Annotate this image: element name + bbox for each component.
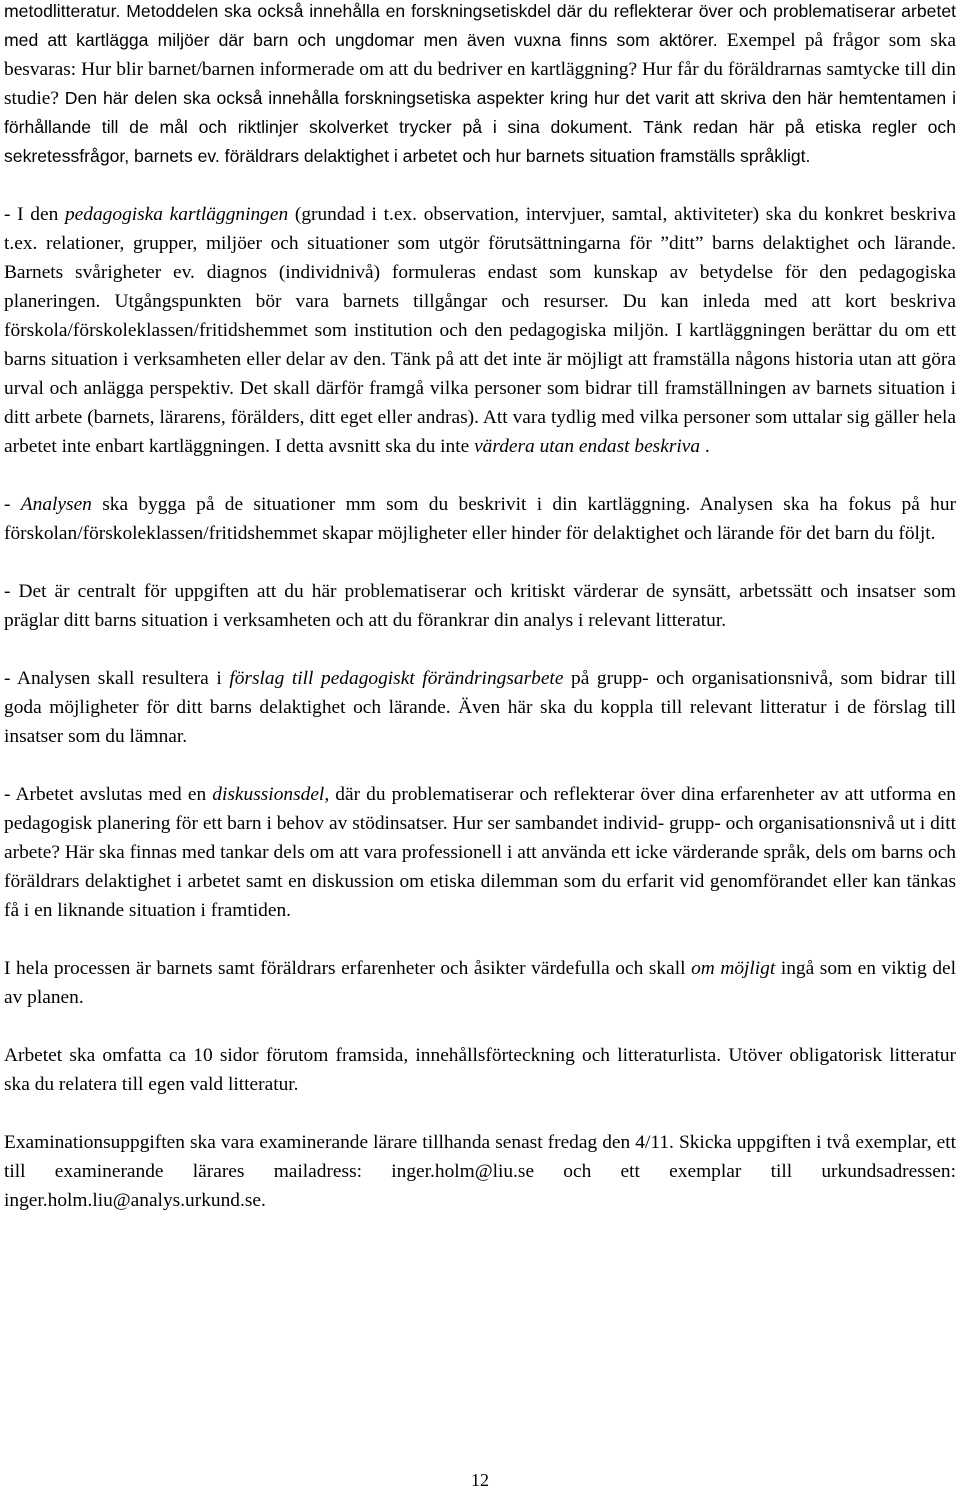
emphasis-text: Analysen bbox=[20, 494, 92, 515]
emphasis-text: värdera utan endast beskriva bbox=[474, 436, 701, 457]
emphasis-text: om möjligt bbox=[691, 958, 776, 979]
paragraph-analysis bbox=[4, 490, 956, 548]
emphasis-text: diskussionsdel, bbox=[212, 784, 330, 805]
text-run: - Analysen skall resultera i bbox=[4, 668, 230, 689]
text-run: I hela processen är barnets samt föräldrars erfarenheter och åsikter värdefulla och skall bbox=[4, 958, 692, 979]
paragraph-change-proposals bbox=[4, 664, 956, 751]
text-run: (grundad i t.ex. observation, intervjuer, samtal, aktiviteter) ska du konkret beskriva t.ex. relationer, grupper, miljöer och situationer som utgör förutsättningarna för ”ditt” barns delaktighet och lärande. Barnets svårigheter ev. diagnos (individnivå) formuleras endast som kunskap av betydelse för den pedagogiska planeringen. Utgångspunkten bör vara barnets tillgångar och resurser. Du kan inleda med att kort beskriva förskola/förskoleklassen/fritidshemmet som institution och den pedagogiska miljön. I kartläggningen berättar du om ett barns situation i verksamheten eller delar av den. Tänk på att det inte är möjligt att framställa någons historia utan att göra urval och anlägga perspektiv. Det skall därför framgå vilka personer som bidrar till framställningen av barnets situation i ditt arbete (barnets, lärarens, förälders, ditt eget eller andras). Att vara tydlig med vilka personer som uttalar sig gäller hela arbetet inte enbart kartläggningen. I detta avsnitt ska du inte bbox=[4, 204, 956, 457]
text-run: . bbox=[700, 436, 710, 457]
text-run: Den här delen ska också innehålla forskningsetiska aspekter kring hur det varit att skriva den här hemtentamen i förhållande till de mål och riktlinjer skolverket trycker på i sina dokument. Tänk redan här på etiska regler och sekretessfrågor, barnets ev. föräldrars delaktighet i arbetet och hur barnets situation framställs språkligt. bbox=[4, 88, 956, 166]
text-run: - Arbetet avslutas med en bbox=[4, 784, 213, 805]
paragraph-scope: Arbetet ska omfatta ca 10 sidor förutom framsida, innehållsförteckning och litteraturlista. Utöver obligatorisk litteratur ska du relatera till egen vald litteratur. bbox=[4, 1045, 956, 1095]
text-run: metodlitteratur. bbox=[4, 1, 127, 21]
paragraph-discussion bbox=[4, 780, 956, 925]
paragraph-process bbox=[4, 954, 956, 1012]
paragraph-methodology-ethics bbox=[4, 0, 956, 171]
text-run: ingå som en viktig del av planen. bbox=[4, 958, 957, 1008]
text-run: - I den bbox=[4, 204, 65, 225]
paragraph-pedagogical-mapping bbox=[4, 200, 956, 461]
page-number: 12 bbox=[471, 1470, 489, 1490]
text-run: på grupp- och organisationsnivå, som bidrar till goda möjligheter för ditt barns delaktighet och lärande. Även här ska du koppla till relevant litteratur i de förslag till insatser som du lämnar. bbox=[4, 668, 957, 747]
text-run: ska bygga på de situationer mm som du beskrivit i din kartläggning. Analysen ska ha fokus på hur förskolan/förskoleklassen/fritidshemmet skapar möjligheter eller hinder för delaktighet och lärande för det barn du följt. bbox=[4, 494, 956, 544]
text-run: - bbox=[4, 494, 21, 515]
text-run: Metoddelen ska också innehålla en forskningsetiskdel där du reflekterar över och problematiserar arbetet med att kartlägga miljöer där barn och ungdomar men även vuxna finns som aktörer. bbox=[4, 1, 957, 50]
text-run: där du problematiserar och reflekterar över dina erfarenheter av att utforma en pedagogisk planering för ett barn i behov av stödinsatser. Hur ser sambandet individ- grupp- och organisationsnivå ut i ditt arbete? Här ska finnas med tankar dels om att vara professionell i att använda ett icke värderande språk, dels om barns och föräldrars delaktighet i arbetet samt en diskussion om etiska dilemman som du erfarit vid genomförandet eller kan tänkas få i en liknande situation i framtiden. bbox=[4, 784, 956, 921]
text-run: Exempel på frågor som ska besvaras: Hur blir barnet/barnen informerade om att du bedriver en kartläggning? Hur får du föräldrarnas samtycke till din studie? bbox=[4, 30, 956, 109]
emphasis-text: förslag till pedagogiskt förändringsarbete bbox=[229, 668, 564, 689]
emphasis-text: pedagogiska kartläggningen bbox=[64, 204, 289, 225]
paragraph-examination: Examinationsuppgiften ska vara examinerande lärare tillhanda senast fredag den 4/11. Skicka uppgiften i två exemplar, ett till examinerande lärares mailadress: inger.holm@liu.se och ett exemplar till urkundsadressen: inger.holm.liu@analys.urkund.se. bbox=[4, 1132, 956, 1211]
paragraph-critical-evaluation: - Det är centralt för uppgiften att du här problematiserar och kritiskt värderar de synsätt, arbetssätt och insatser som präglar ditt barns situation i verksamheten och att du förankrar din analys i relevant litteratur. bbox=[4, 581, 956, 631]
